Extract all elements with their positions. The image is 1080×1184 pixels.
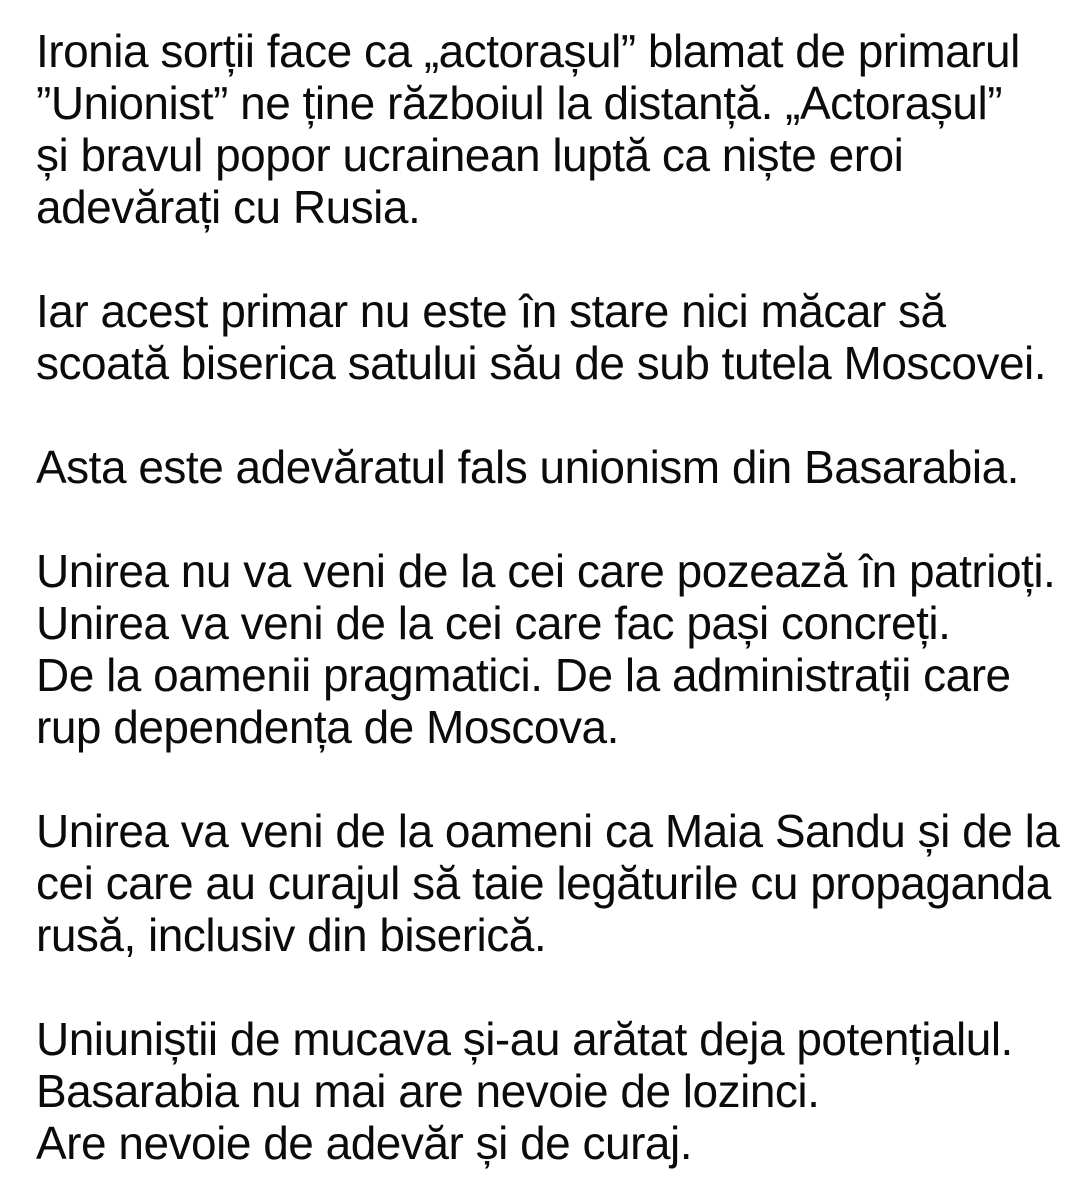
text-line: scoată biserica satului său de sub tutela Moscovei. [36, 337, 1047, 389]
text-line: Basarabia nu mai are nevoie de lozinci. [36, 1065, 820, 1117]
text-line: și bravul popor ucrainean luptă ca niște eroi [36, 129, 904, 181]
paragraph-4 [36, 545, 1064, 753]
text-line: Unirea nu va veni de la cei care pozează în patrioți. [36, 545, 1056, 597]
text-line: Unirea va veni de la oameni ca Maia Sandu și de la [36, 805, 1060, 857]
paragraph-1 [36, 25, 1064, 233]
text-line: Ironia sorții face ca „actorașul” blamat de primarul [36, 25, 1020, 77]
text-line: Iar acest primar nu este în stare nici măcar să [36, 285, 946, 337]
text-line: Uniuniștii de mucava și-au arătat deja potențialul. [36, 1013, 1013, 1065]
text-line: rusă, inclusiv din biserică. [36, 909, 547, 961]
paragraph-6 [36, 1013, 1064, 1169]
paragraph-3 [36, 441, 1064, 493]
text-line: Asta este adevăratul fals unionism din Basarabia. [36, 441, 1019, 493]
text-line: De la oamenii pragmatici. De la administrații care [36, 649, 1011, 701]
text-line: cei care au curajul să taie legăturile cu propaganda [36, 857, 1051, 909]
paragraph-2 [36, 285, 1064, 389]
text-line: rup dependența de Moscova. [36, 701, 619, 753]
paragraph-5 [36, 805, 1064, 961]
text-line: adevărați cu Rusia. [36, 181, 421, 233]
text-line: ”Unionist” ne ține războiul la distanță. „Actorașul” [36, 77, 1003, 129]
text-line: Unirea va veni de la cei care fac pași concreți. [36, 597, 951, 649]
text-line: Are nevoie de adevăr și de curaj. [36, 1117, 693, 1169]
